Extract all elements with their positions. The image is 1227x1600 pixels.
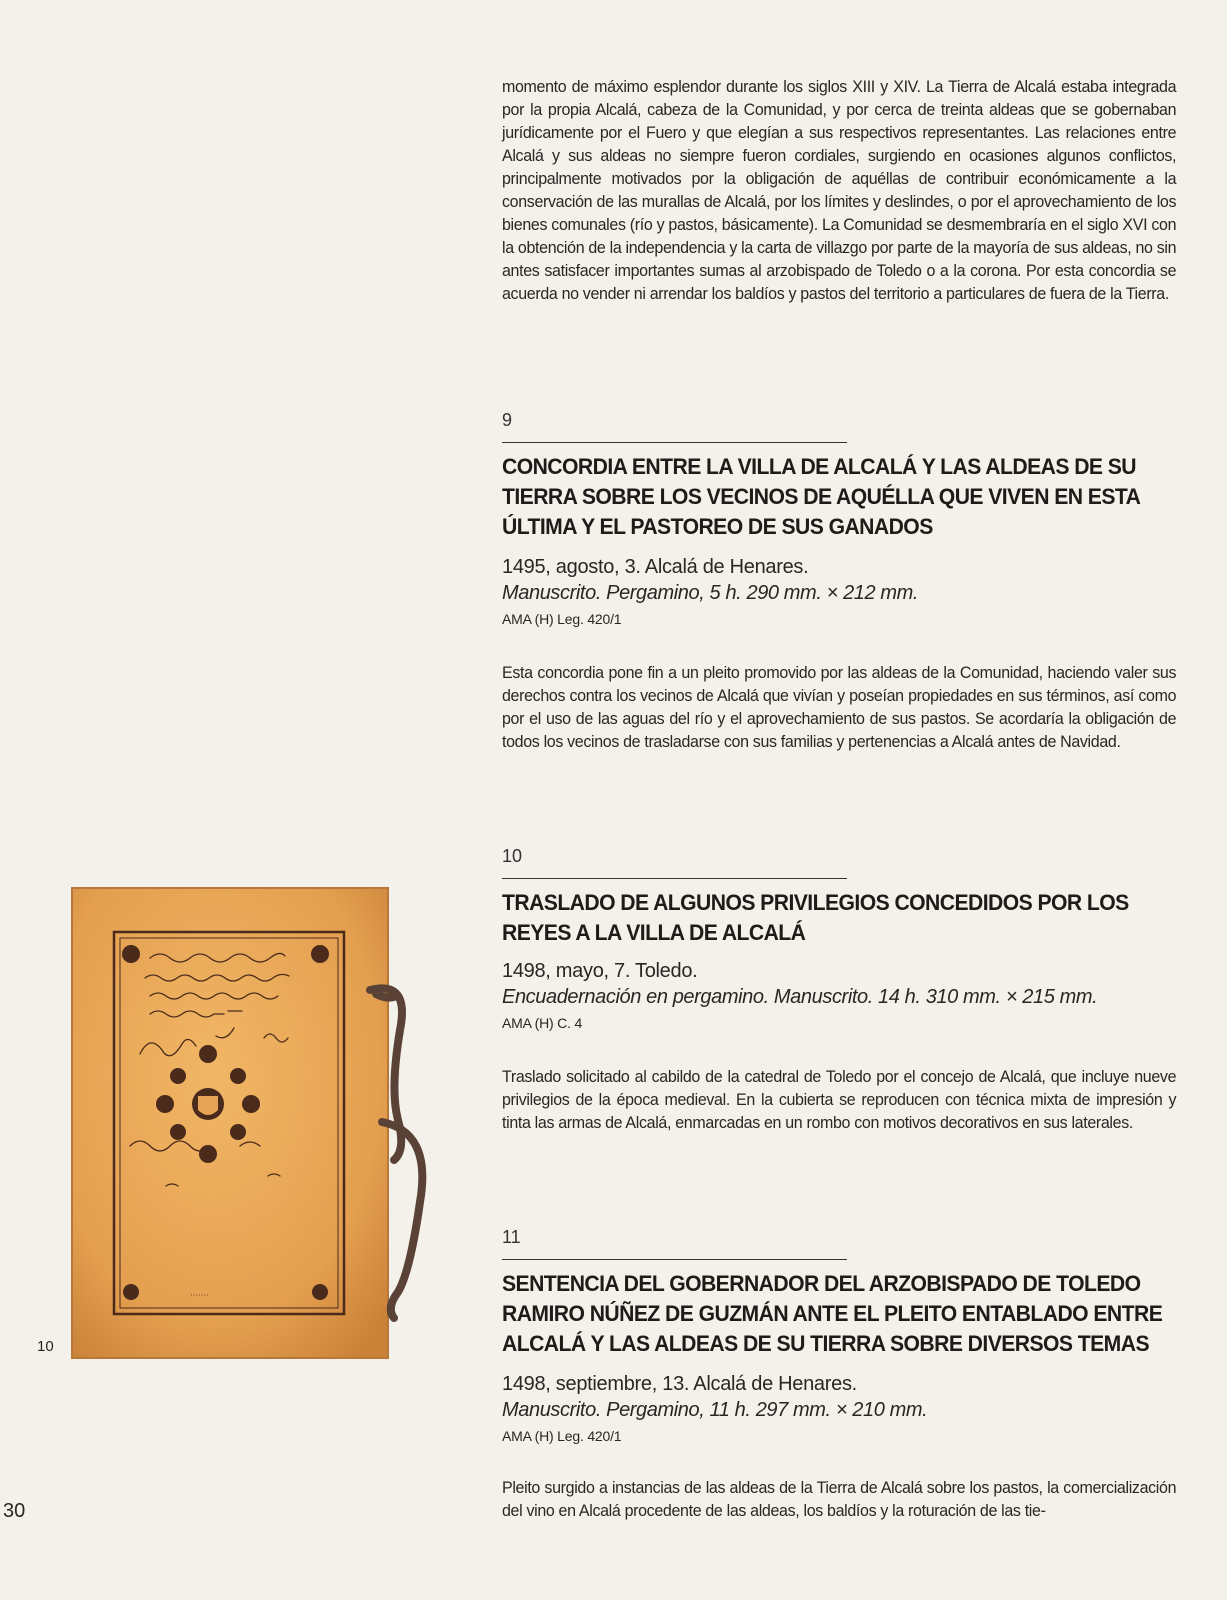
entry-number: 10 [502, 846, 523, 866]
catalog-entry-10 [502, 846, 1197, 1176]
entry-text: Esta concordia pone fin a un pleito promovido por las aldeas de la Comunidad, haciendo valer sus derechos contra los vecinos de Alcalá que vivían y poseían propiedades en sus términos, así como por el uso de las aguas del río y el aprovechamiento de sus pastos. Se acordaría la obligación de todos los vecinos de trasladarse con sus familias y pertenencias a Alcalá antes de Navidad. [502, 664, 1177, 751]
entry-title-line: REYES A LA VILLA DE ALCALÁ [502, 920, 806, 945]
entry-text: Traslado solicitado al cabildo de la catedral de Toledo por el concejo de Alcalá, que incluye nueve privilegios de la época medieval. En la cubierta se reproducen con técnica mixta de impresión y tinta las armas de Alcalá, enmarcadas en un rombo con motivos decorativos en sus laterales. [502, 1068, 1177, 1132]
entry-reference: AMA (H) Leg. 420/1 [502, 611, 622, 627]
document-cover-image [70, 886, 450, 1360]
entry-title [502, 452, 1151, 542]
entry-description: Manuscrito. Pergamino, 11 h. 297 mm. × 210 mm. [502, 1399, 928, 1421]
entry-description: Manuscrito. Pergamino, 5 h. 290 mm. × 212 mm. [502, 582, 919, 604]
entry-text: Pleito surgido a instancias de las aldeas de la Tierra de Alcalá sobre los pastos, la comercialización del vino en Alcalá procedente de las aldeas, los baldíos y la roturación de las tie- [502, 1479, 1177, 1520]
figure-caption-number: 10 [37, 1338, 54, 1355]
svg-text:·······: ······· [190, 1291, 209, 1300]
intro-section [502, 76, 1197, 306]
entry-rule [502, 1259, 847, 1260]
entry-date: 1498, mayo, 7. Toledo. [502, 960, 698, 982]
catalog-entry-11 [502, 1227, 1197, 1599]
entry-title-line: TRASLADO DE ALGUNOS PRIVILEGIOS CONCEDIDOS POR LOS [502, 890, 1129, 915]
intro-paragraph: momento de máximo esplendor durante los siglos XIII y XIV. La Tierra de Alcalá estaba integrada por la propia Alcalá, cabeza de la Comunidad, y por cerca de treinta aldeas que se gobernaban jurídicamente por el Fuero y que elegían a sus respectivos representantes. Las relaciones entre Alcalá y sus aldeas no siempre fueron cordiales, surgiendo en ocasiones algunos conflictos, principalmente motivados por la obligación de aquéllas de contribuir económicamente a la conservación de las murallas de Alcalá, por los límites y deslindes, o por el aprovechamiento de los bienes comunales (río y pastos, básicamente). La Comunidad se desmembraría en el siglo XVI con la obtención de la independencia y la carta de villazgo por parte de la mayoría de sus aldeas, no sin antes satisfacer importantes sumas al arzobispado de Toledo o a la corona. Por esta concordia se acuerda no vender ni arrendar los baldíos y pastos del territorio a particulares de fuera de la Tierra. [502, 78, 1177, 303]
entry-title [502, 1269, 1163, 1359]
entry-reference: AMA (H) C. 4 [502, 1015, 583, 1031]
entry-title-line: CONCORDIA ENTRE LA VILLA DE ALCALÁ Y LAS ALDEAS DE SU [502, 454, 1137, 479]
page-number: 30 [3, 1500, 26, 1522]
entry-number: 11 [502, 1227, 521, 1247]
entry-date: 1495, agosto, 3. Alcalá de Henares. [502, 556, 809, 578]
entry-title-line: TIERRA SOBRE LOS VECINOS DE AQUÉLLA QUE VIVEN EN ESTA [502, 484, 1141, 509]
entry-title [502, 888, 1151, 948]
entry-reference: AMA (H) Leg. 420/1 [502, 1428, 622, 1444]
entry-rule [502, 442, 847, 443]
entry-description: Encuadernación en pergamino. Manuscrito. 14 h. 310 mm. × 215 mm. [502, 986, 1098, 1008]
entry-date: 1498, septiembre, 13. Alcalá de Henares. [502, 1373, 857, 1395]
entry-title-line: ÚLTIMA Y EL PASTOREO DE SUS GANADOS [502, 514, 933, 539]
catalog-entry-9 [502, 410, 1197, 790]
entry-rule [502, 878, 847, 879]
entry-title-line: RAMIRO NÚÑEZ DE GUZMÁN ANTE EL PLEITO ENTABLADO ENTRE [502, 1301, 1163, 1326]
entry-number: 9 [502, 410, 513, 430]
entry-title-line: SENTENCIA DEL GOBERNADOR DEL ARZOBISPADO DE TOLEDO [502, 1271, 1141, 1296]
entry-title-line: ALCALÁ Y LAS ALDEAS DE SU TIERRA SOBRE DIVERSOS TEMAS [502, 1331, 1149, 1356]
